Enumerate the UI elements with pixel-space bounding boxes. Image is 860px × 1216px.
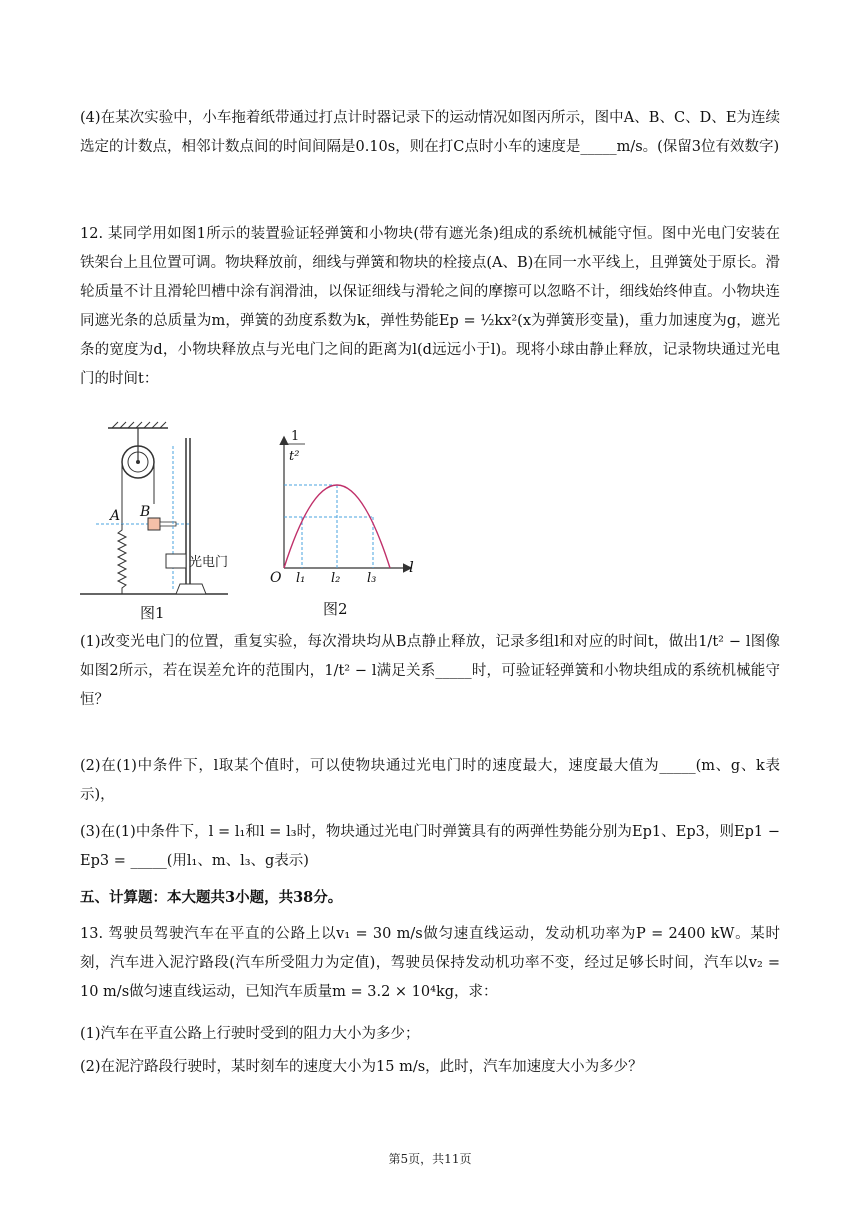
page-footer: 第5页，共11页 [388,1152,472,1166]
tick-l3: l₃ [367,571,377,586]
origin-label: O [270,570,282,586]
figure-2-caption: 图2 [323,600,348,618]
spring-icon [118,524,126,594]
tick-l1: l₁ [296,571,306,586]
label-b: B [140,504,151,520]
tick-l2: l₂ [331,571,341,586]
photogate-label: 光电门 [189,555,229,570]
section-5-heading: 五、计算题：本大题共3小题，共38分。 [80,889,343,906]
photogate-icon [166,554,186,568]
figure-1-apparatus [78,418,238,628]
question-12-intro: 12. 某同学用如图1所示的装置验证轻弹簧和小物块(带有遮光条)组成的系统机械能守恒。图中光电门安装在铁架台上且位置可调。物块释放前，细线与弹簧和物块的栓接点(A、B)在同一水平线上，且弹簧处于原长。滑轮质量不计且滑轮凹槽中涂有润滑油，以保证细线与滑轮之间的摩擦可以忽略不计，细线始终伸直。小物块连同遮光条的总质量为m，弹簧的劲度系数为k，弹性势能Ep = ½kx²(x为弹簧形变量)，重力加速度为g，遮光条的宽度为d，小物块释放点与光电门之间的距离为l(d远远小于l)。现将小球由静止释放，记录物块通过光电门的时间t： [80,226,780,387]
question-13-intro: 13. 驾驶员驾驶汽车在平直的公路上以v₁ = 30 m/s做匀速直线运动，发动机功率为P = 2400 kW。某时刻，汽车进入泥泞路段(汽车所受阻力为定值)，驾驶员保持发动机功率不变，经过足够长时间，汽车以v₂ = 10 m/s做匀速直线运动，已知汽车质量m = 3.2 × 10⁴kg，求： [80,926,780,1000]
figure-1-caption: 图1 [140,604,165,622]
question-13-part-1: (1)汽车在平直公路上行驶时受到的阻力大小为多少； [80,1026,420,1042]
question-13-part-2: (2)在泥泞路段行驶时，某时刻车的速度大小为15 m/s，此时，汽车加速度大小为多少？ [80,1059,643,1075]
question-12-part-2: (2)在(1)中条件下，l取某个值时，可以使物块通过光电门时的速度最大，速度最大值为_____(m、g、k表示)， [80,758,780,803]
x-axis-label: l [409,558,414,576]
figure-2-graph [265,418,430,628]
y-axis-label-numerator: 1 [291,429,300,444]
y-axis-label-denominator: t² [289,449,300,464]
label-a: A [110,508,121,524]
question-11-part-4: (4)在某次实验中，小车拖着纸带通过打点计时器记录下的运动情况如图丙所示，图中A、B、C、D、E为连续选定的计数点，相邻计数点间的时间间隔是0.10s，则在打C点时小车的速度是_____m/s。(保留3位有效数字) [80,110,780,155]
question-12-part-1: (1)改变光电门的位置，重复实验，每次滑块均从B点静止释放，记录多组l和对应的时间t，做出1/t² − l图像如图2所示，若在误差允许的范围内，1/t² − l满足关系_____时，可验证轻弹簧和小物块组成的系统机械能守恒？ [80,634,780,708]
question-12-part-3: (3)在(1)中条件下，l = l₁和l = l₃时，物块通过光电门时弹簧具有的两弹性势能分别为Ep1、Ep3，则Ep1 − Ep3 = _____(用l₁、m、l₃、g表示) [80,824,780,869]
